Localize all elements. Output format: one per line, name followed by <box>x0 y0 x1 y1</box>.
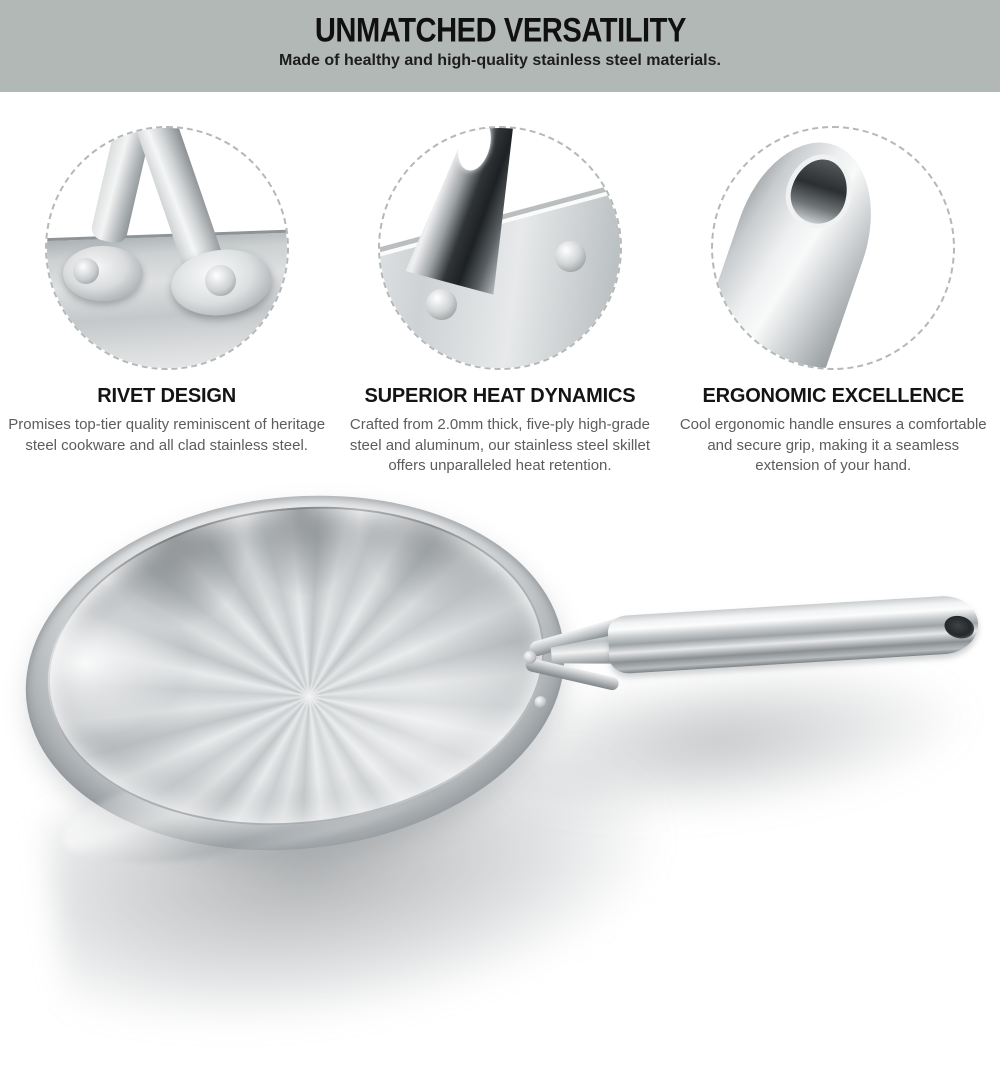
rivet-head-graphic <box>534 696 547 709</box>
handle-grip-graphic <box>607 594 980 674</box>
handle-hole-closeup-photo <box>711 126 955 370</box>
page-title: UNMATCHED VERSATILITY <box>314 10 686 50</box>
feature-description: Promises top-tier quality reminiscent of heritage steel cookware and all clad stainless steel. <box>8 416 326 454</box>
rivet-head-graphic <box>426 289 457 320</box>
feature-title: SUPERIOR HEAT DYNAMICS <box>364 385 636 407</box>
handle-weld-closeup-photo <box>378 126 622 370</box>
rivet-head-graphic <box>205 265 236 296</box>
handle-tip-hole-graphic <box>942 613 977 642</box>
product-photo <box>0 485 1000 1060</box>
rivet-closeup-photo <box>45 126 289 370</box>
feature-description: Crafted from 2.0mm thick, five-ply high-grade steel and aluminum, our stainless steel skillet offers unparalleled heat retention. <box>349 416 650 475</box>
feature-title: ERGONOMIC EXCELLENCE <box>702 385 965 407</box>
feature-description: Cool ergonomic handle ensures a comfortable and secure grip, making it a seamless extension of your hand. <box>679 416 987 475</box>
page-subtitle: Made of healthy and high-quality stainless steel materials. <box>279 52 721 69</box>
feature-title: RIVET DESIGN <box>97 385 237 407</box>
feature-column-heat-dynamics <box>333 126 666 477</box>
handle-end-graphic <box>711 126 894 370</box>
feature-column-ergonomic <box>667 126 1000 477</box>
header-banner <box>0 0 1000 92</box>
feature-column-rivet-design <box>0 126 333 477</box>
features-row <box>0 126 1000 477</box>
